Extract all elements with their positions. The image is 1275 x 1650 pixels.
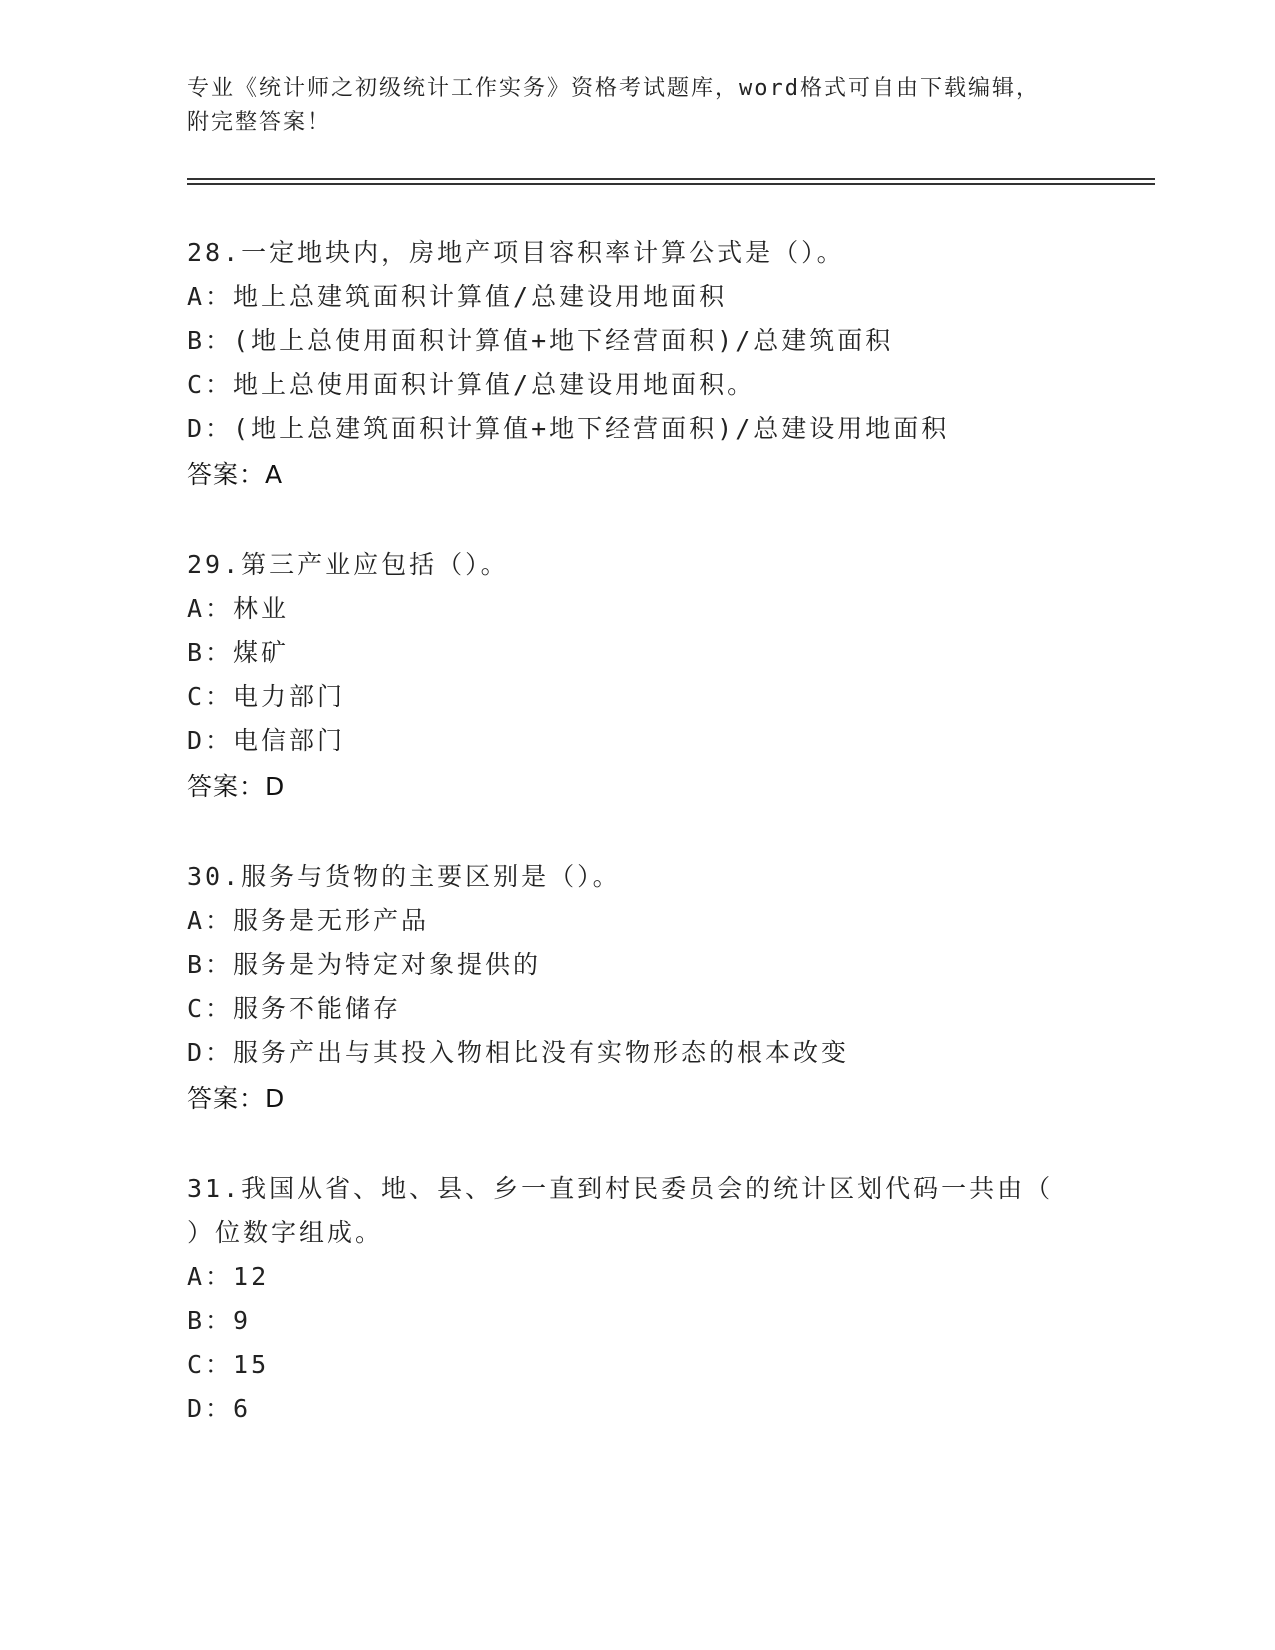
answer-label: 答案：D — [187, 1084, 286, 1113]
option-b: B：9 — [187, 1306, 252, 1335]
option-c: C：服务不能储存 — [187, 994, 402, 1023]
question-stem: 30.服务与货物的主要区别是（）。 — [187, 862, 621, 891]
option-d: D：电信部门 — [187, 726, 346, 755]
option-c: C：地上总使用面积计算值/总建设用地面积。 — [187, 370, 756, 399]
question-stem: 31.我国从省、地、县、乡一直到村民委员会的统计区划代码一共由（ — [187, 1174, 1054, 1203]
option-b: B：(地上总使用面积计算值+地下经营面积)/总建筑面积 — [187, 326, 894, 355]
answer-label: 答案：D — [187, 772, 286, 801]
option-a: A：林业 — [187, 594, 290, 623]
option-a: A：服务是无形产品 — [187, 906, 430, 935]
option-b: B：煤矿 — [187, 638, 290, 667]
option-c: C：电力部门 — [187, 682, 346, 711]
question-stem: 28.一定地块内，房地产项目容积率计算公式是（）。 — [187, 238, 845, 267]
option-b: B：服务是为特定对象提供的 — [187, 950, 542, 979]
option-a: A：12 — [187, 1262, 270, 1291]
option-d: D：6 — [187, 1394, 252, 1423]
answer-label: 答案：A — [187, 460, 284, 489]
option-d: D：(地上总建筑面积计算值+地下经营面积)/总建设用地面积 — [187, 414, 950, 443]
header-line-1: 专业《统计师之初级统计工作实务》资格考试题库，word格式可自由下载编辑， — [187, 76, 1040, 101]
option-d: D：服务产出与其投入物相比没有实物形态的根本改变 — [187, 1038, 850, 1067]
header-divider-bottom — [187, 183, 1155, 185]
option-c: C：15 — [187, 1350, 270, 1379]
header-line-2: 附完整答案！ — [187, 110, 332, 135]
option-a: A：地上总建筑面积计算值/总建设用地面积 — [187, 282, 728, 311]
header-divider-top — [187, 178, 1155, 180]
document-header — [187, 72, 1087, 140]
question-stem: 29.第三产业应包括（）。 — [187, 550, 509, 579]
question-stem-continued: ）位数字组成。 — [187, 1218, 384, 1247]
